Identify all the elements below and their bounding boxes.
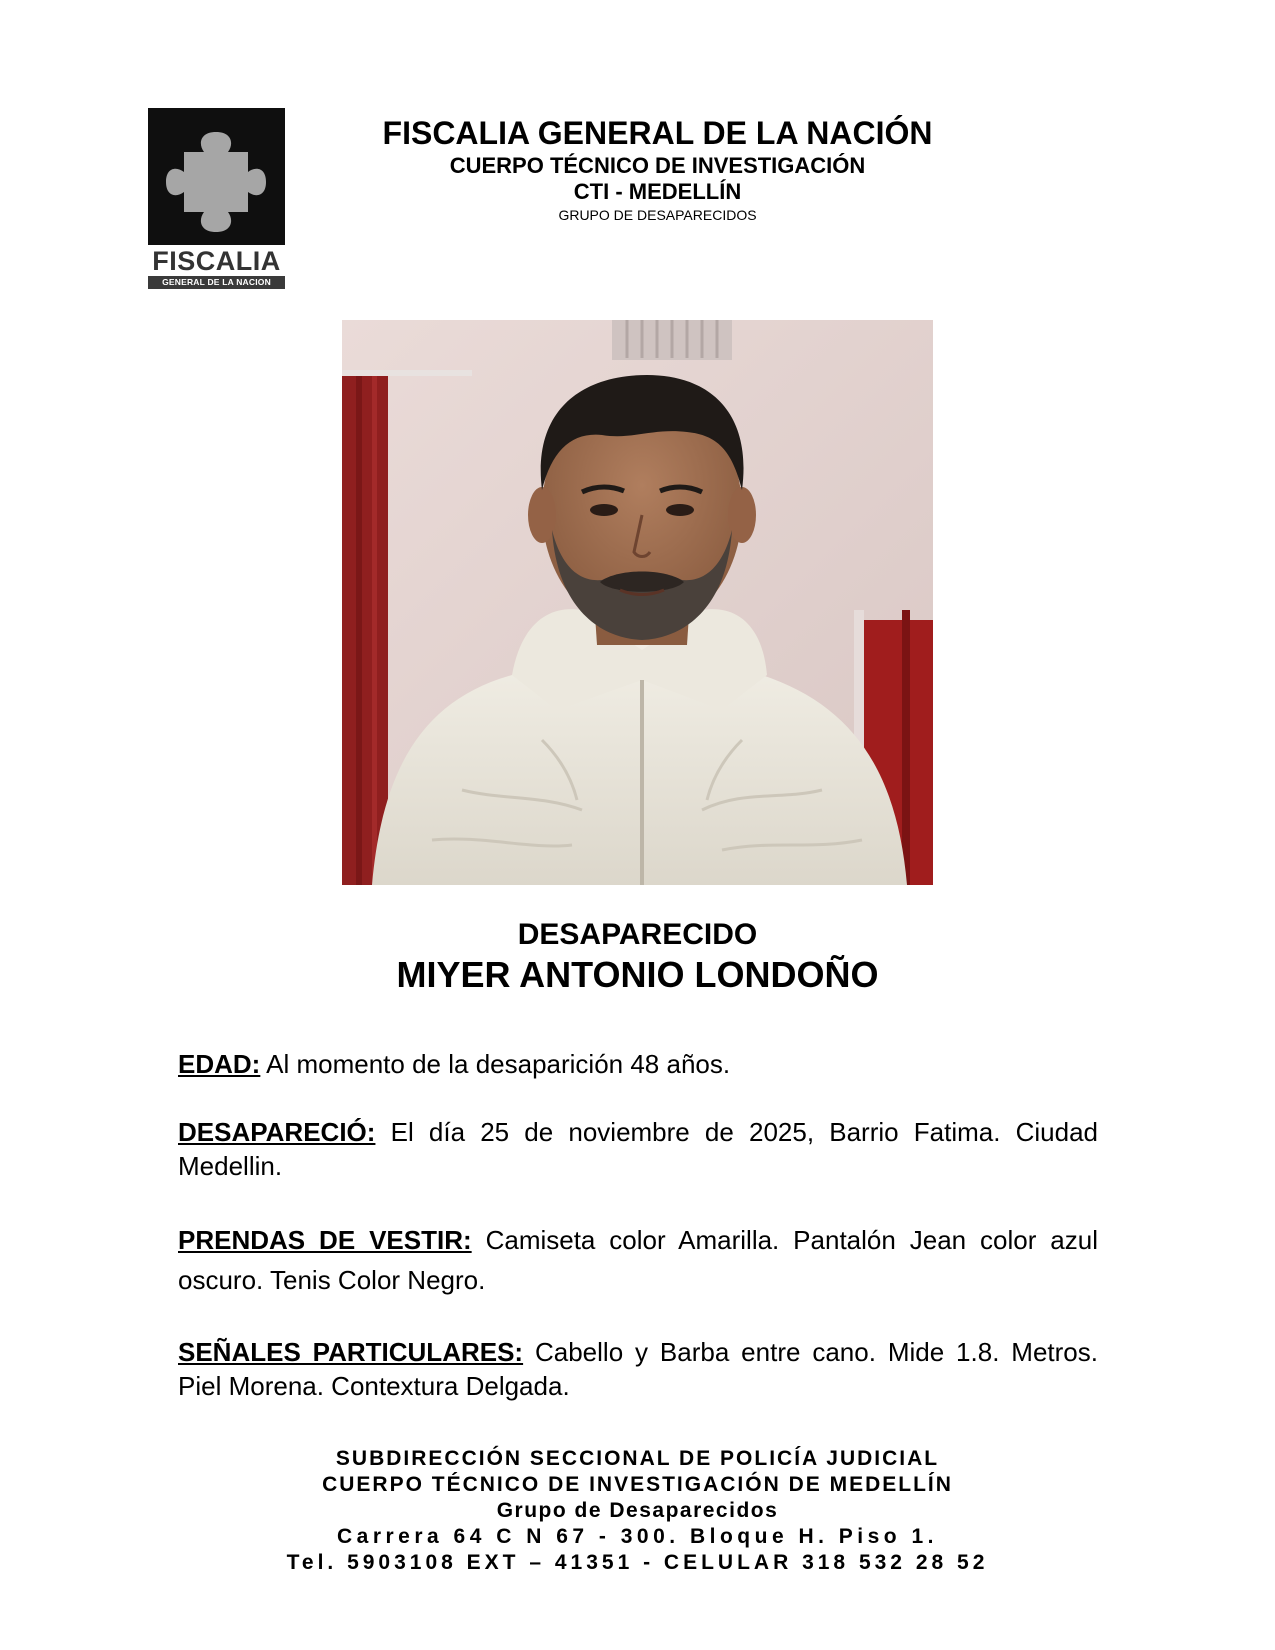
- institution-subtitle: CUERPO TÉCNICO DE INVESTIGACIÓN: [449, 153, 866, 178]
- portrait-illustration: [342, 320, 933, 885]
- footer-line-group: Grupo de Desaparecidos: [496, 1499, 779, 1522]
- detail-value: Cabello y Barba entre cano. Mide 1.8. Metros. Piel Morena. Contextura Delgada.: [178, 1337, 1098, 1401]
- detail-clothing: [178, 1220, 1098, 1300]
- detail-label: PRENDAS DE VESTIR:: [178, 1225, 472, 1255]
- office-name: CTI - MEDELLÍN: [573, 179, 742, 204]
- missing-person-photo: [342, 320, 933, 885]
- puzzle-logo-mark: [148, 108, 285, 245]
- logo-wordmark: FISCALIA: [152, 246, 281, 276]
- footer-line-phone: Tel. 5903108 EXT – 41351 - CELULAR 318 532 28 52: [286, 1551, 989, 1574]
- logo-subtitle: GENERAL DE LA NACION: [148, 276, 285, 289]
- detail-value: Al momento de la desaparición 48 años.: [266, 1049, 731, 1079]
- detail-age: [178, 1047, 1098, 1081]
- footer-line-address: Carrera 64 C N 67 - 300. Bloque H. Piso 1.: [336, 1525, 938, 1548]
- person-name: MIYER ANTONIO LONDOÑO: [396, 954, 879, 995]
- footer-line-subdirection: SUBDIRECCIÓN SECCIONAL DE POLICÍA JUDICIAL: [335, 1447, 940, 1470]
- detail-label: EDAD:: [178, 1049, 261, 1079]
- detail-label: DESAPARECIÓ:: [178, 1117, 376, 1147]
- detail-disappeared: [178, 1115, 1098, 1183]
- status-heading: DESAPARECIDO: [517, 918, 758, 951]
- fiscalia-logo: [148, 108, 285, 300]
- group-name: GRUPO DE DESAPARECIDOS: [558, 207, 757, 223]
- detail-value: Camiseta color Amarilla. Pantalón Jean color azul oscuro. Tenis Color Negro.: [178, 1225, 1099, 1295]
- detail-features: [178, 1335, 1098, 1403]
- footer-line-cti: CUERPO TÉCNICO DE INVESTIGACIÓN DE MEDELLÍN: [322, 1473, 953, 1496]
- document-header: [360, 114, 955, 225]
- detail-value: El día 25 de noviembre de 2025, Barrio Fatima. Ciudad Medellin.: [178, 1117, 1098, 1181]
- institution-title: FISCALIA GENERAL DE LA NACIÓN: [382, 115, 933, 151]
- detail-label: SEÑALES PARTICULARES:: [178, 1337, 524, 1367]
- document-footer: [200, 1446, 1075, 1576]
- puzzle-piece-icon: [148, 108, 285, 245]
